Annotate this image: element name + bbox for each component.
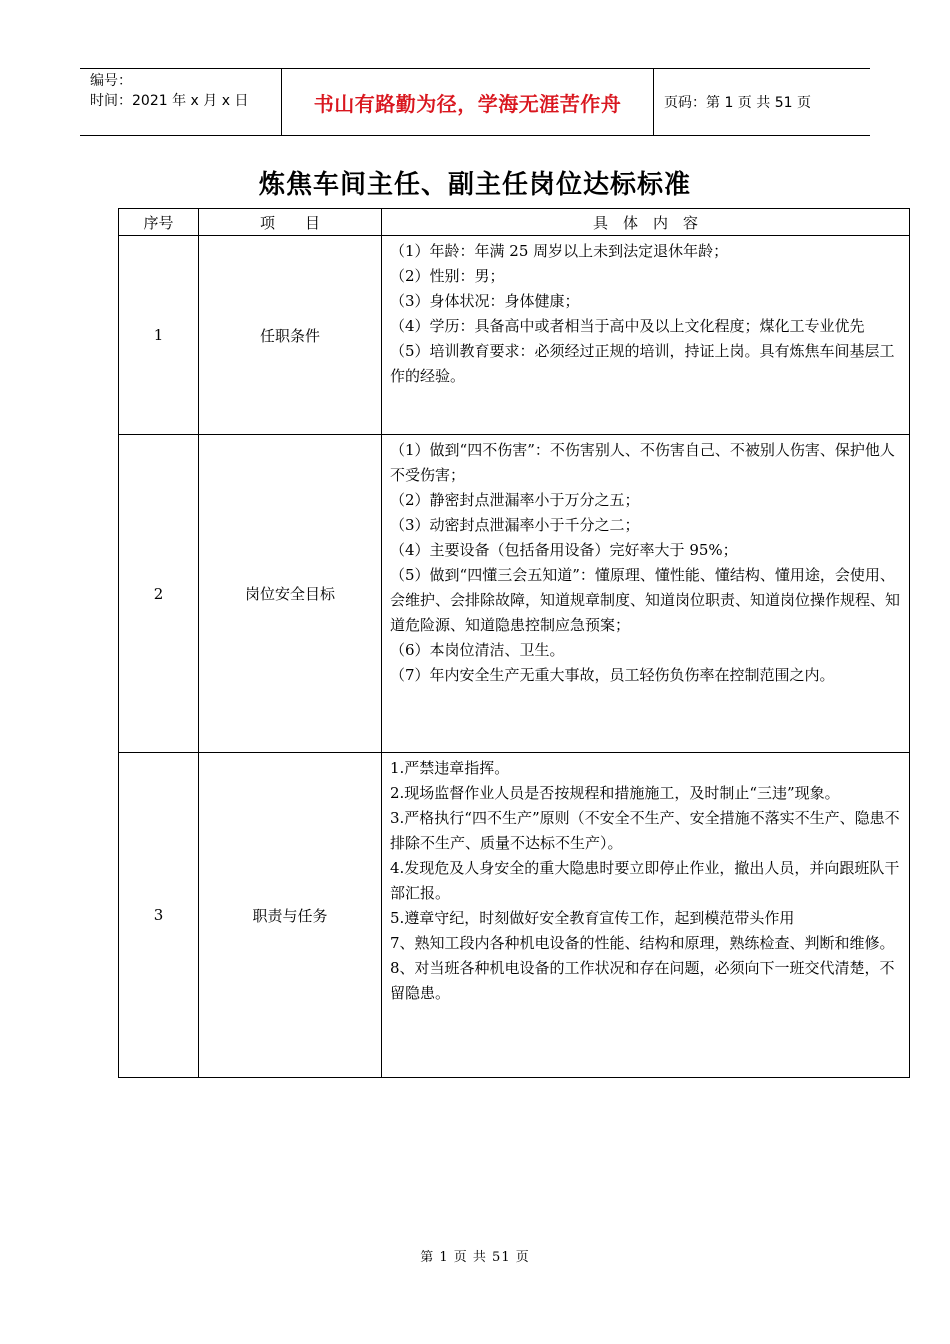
header-number-label: 编号：	[90, 73, 132, 89]
content-line: （5）做到“四懂三会五知道”：懂原理、懂性能、懂结构、懂用途，会使用、会维护、会排除故障，知道规章制度、知道岗位职责、知道岗位操作规程、知道危险源、知道隐患控制应急预案；	[390, 566, 901, 634]
header-motto: 书山有路勤为径，学海无涯苦作舟	[282, 69, 654, 135]
content-line: （3）动密封点泄漏率小于千分之二；	[390, 516, 640, 534]
content-line: （4）学历：具备高中或者相当于高中及以上文化程度；煤化工专业优先	[390, 317, 865, 335]
content-line: 3.严格执行“四不生产”原则（不安全不生产、安全措施不落实不生产、隐患不排除不生产、质量不达标不生产）。	[390, 809, 900, 852]
row-content	[382, 753, 910, 1078]
row-content	[382, 236, 910, 435]
table-row	[119, 435, 910, 753]
content-line: （7）年内安全生产无重大事故，员工轻伤负伤率在控制范围之内。	[390, 666, 835, 684]
content-line: （2）静密封点泄漏率小于万分之五；	[390, 491, 640, 509]
table-header-row	[119, 209, 910, 236]
table-row	[119, 753, 910, 1078]
row-item: 任职条件	[199, 236, 382, 435]
content-line: （3）身体状况：身体健康；	[390, 292, 580, 310]
header-cell-item: 项 目	[199, 209, 382, 236]
content-line: （5）培训教育要求：必须经过正规的培训，持证上岗。具有炼焦车间基层工作的经验。	[390, 342, 895, 385]
standards-table	[118, 208, 910, 1078]
document-title: 炼焦车间主任、副主任岗位达标标准	[258, 170, 691, 200]
content-line: （4）主要设备（包括备用设备）完好率大于 95%；	[390, 541, 738, 559]
header-meta	[80, 69, 282, 135]
content-line: 4.发现危及人身安全的重大隐患时要立即停止作业，撤出人员，并向跟班队干部汇报。	[390, 859, 900, 902]
row-item: 职责与任务	[199, 753, 382, 1078]
header-page-info: 页码：第 1 页 共 51 页	[664, 95, 811, 111]
table-row	[119, 236, 910, 435]
page-footer: 第 1 页 共 51 页	[420, 1250, 530, 1265]
content-line: 7、熟知工段内各种机电设备的性能、结构和原理，熟练检查、判断和维修。	[390, 934, 895, 952]
row-number: 3	[119, 753, 199, 1078]
content-line: （1）做到“四不伤害”：不伤害别人、不伤害自己、不被别人伤害、保护他人不受伤害；	[390, 441, 895, 484]
content-line: 1.严禁违章指挥。	[390, 759, 510, 777]
row-number: 1	[119, 236, 199, 435]
header-date-label: 时间：2021 年 x 月 x 日	[90, 93, 249, 109]
page-header	[80, 68, 870, 136]
content-line: （6）本岗位清洁、卫生。	[390, 641, 565, 659]
header-cell-no: 序号	[119, 209, 199, 236]
row-item: 岗位安全目标	[199, 435, 382, 753]
content-line: （1）年龄：年满 25 周岁以上未到法定退休年龄；	[390, 242, 729, 260]
content-line: 5.遵章守纪，时刻做好安全教育宣传工作，起到模范带头作用	[390, 909, 795, 927]
content-line: 8、对当班各种机电设备的工作状况和存在问题，必须向下一班交代清楚，不留隐患。	[390, 959, 895, 1002]
header-cell-content: 具 体 内 容	[382, 209, 910, 236]
content-line: （2）性别：男；	[390, 267, 505, 285]
row-content	[382, 435, 910, 753]
content-line: 2.现场监督作业人员是否按规程和措施施工，及时制止“三违”现象。	[390, 784, 840, 802]
row-number: 2	[119, 435, 199, 753]
